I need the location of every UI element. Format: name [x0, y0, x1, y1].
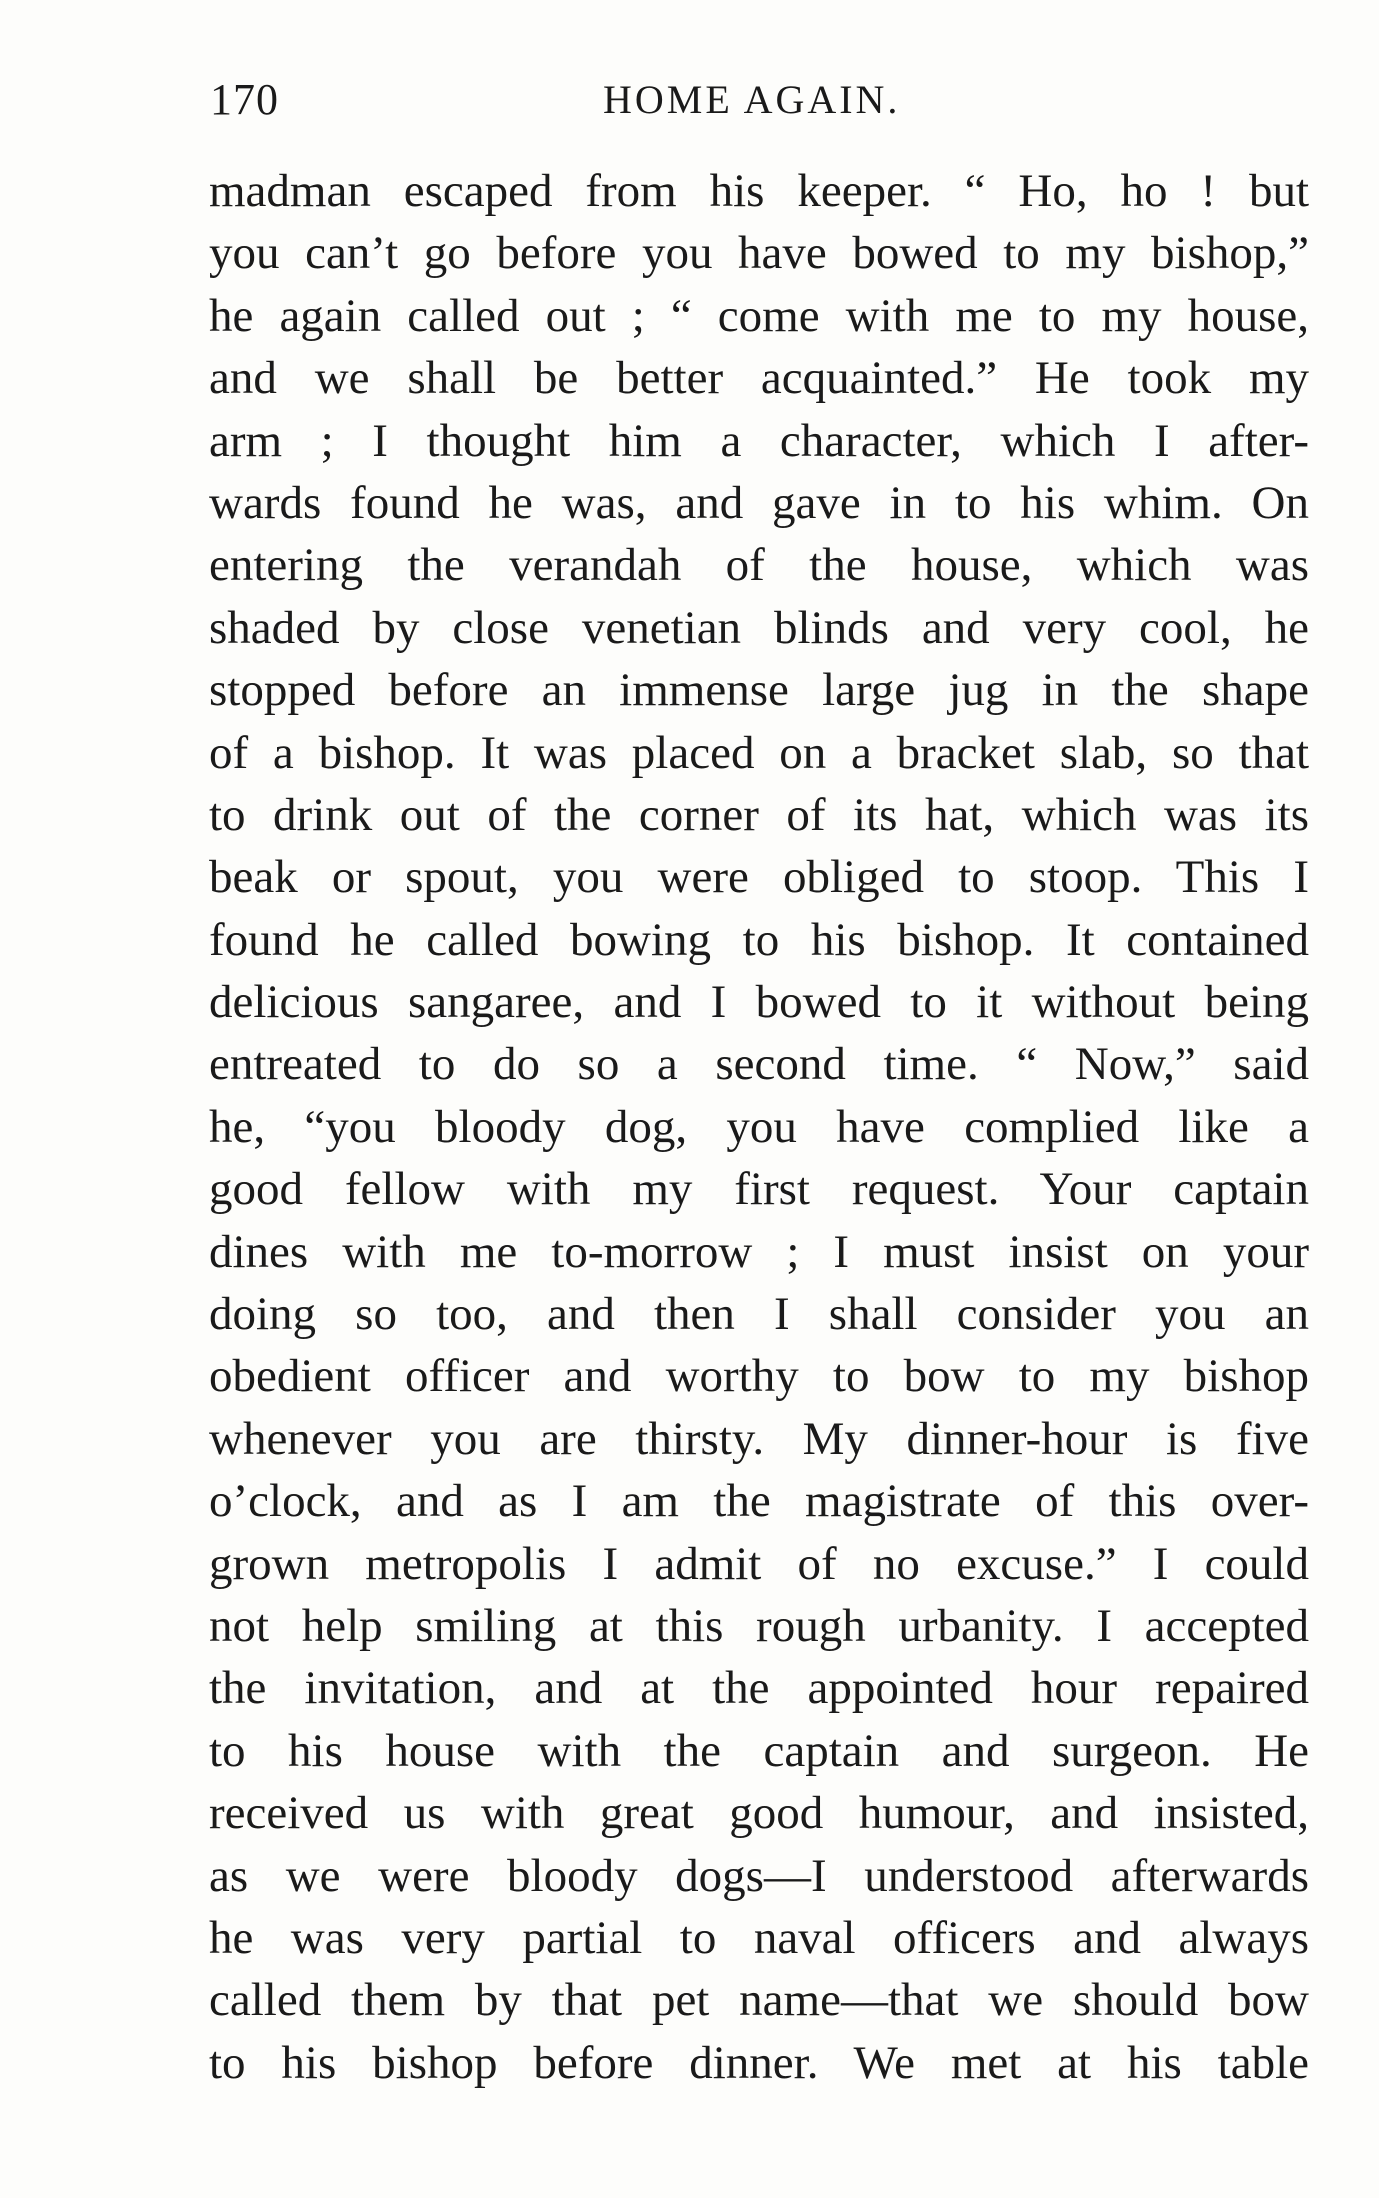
text-line: whenever you are thirsty. My dinner-hour is five: [209, 1412, 1309, 1465]
text-line: to his bishop before dinner. We met at his table: [209, 2036, 1309, 2089]
text-line: received us with great good humour, and insisted,: [209, 1787, 1309, 1840]
text-line: wards found he was, and gave in to his whim. On: [209, 476, 1309, 529]
text-line: the invitation, and at the appointed hour repaired: [209, 1662, 1309, 1715]
text-line: beak or spout, you were obliged to stoop. This I: [209, 851, 1309, 904]
text-line: good fellow with my first request. Your captain: [209, 1163, 1309, 1216]
text-line: entreated to do so a second time. “ Now,” said: [209, 1038, 1309, 1091]
text-line: arm ; I thought him a character, which I after-: [209, 414, 1309, 467]
text-line: stopped before an immense large jug in the shape: [209, 664, 1309, 717]
text-line: and we shall be better acquainted.” He took my: [209, 352, 1309, 405]
text-line: dines with me to-morrow ; I must insist on your: [209, 1225, 1309, 1278]
text-line: obedient officer and worthy to bow to my bishop: [209, 1350, 1309, 1403]
text-line: delicious sangaree, and I bowed to it without being: [209, 976, 1309, 1029]
text-line: grown metropolis I admit of no excuse.” I could: [209, 1537, 1309, 1590]
text-line: you can’t go before you have bowed to my bishop,”: [209, 227, 1309, 280]
text-line: he again called out ; “ come with me to my house,: [209, 289, 1309, 342]
running-title: HOME AGAIN.: [603, 77, 901, 122]
text-line: of a bishop. It was placed on a bracket slab, so that: [209, 726, 1309, 779]
body-text: [209, 160, 1309, 2094]
running-head: [0, 70, 1379, 130]
text-line: madman escaped from his keeper. “ Ho, ho ! but: [209, 165, 1309, 217]
page-number: 170: [210, 75, 279, 124]
text-line: not help smiling at this rough urbanity. I accepted: [209, 1599, 1309, 1652]
text-line: doing so too, and then I shall consider you an: [209, 1288, 1309, 1341]
text-line: called them by that pet name—that we should bow: [209, 1974, 1309, 2027]
text-line: o’clock, and as I am the magistrate of this over-: [209, 1475, 1309, 1528]
text-line: to drink out of the corner of its hat, which was its: [209, 788, 1309, 841]
text-line: he, “you bloody dog, you have complied like a: [209, 1100, 1309, 1153]
text-line: entering the verandah of the house, which was: [209, 539, 1309, 592]
text-line: as we were bloody dogs—I understood afterwards: [209, 1849, 1309, 1902]
text-line: found he called bowing to his bishop. It contained: [209, 913, 1309, 966]
text-line: shaded by close venetian blinds and very cool, he: [209, 601, 1309, 654]
text-line: to his house with the captain and surgeon. He: [209, 1724, 1309, 1777]
text-line: he was very partial to naval officers and always: [209, 1911, 1309, 1964]
